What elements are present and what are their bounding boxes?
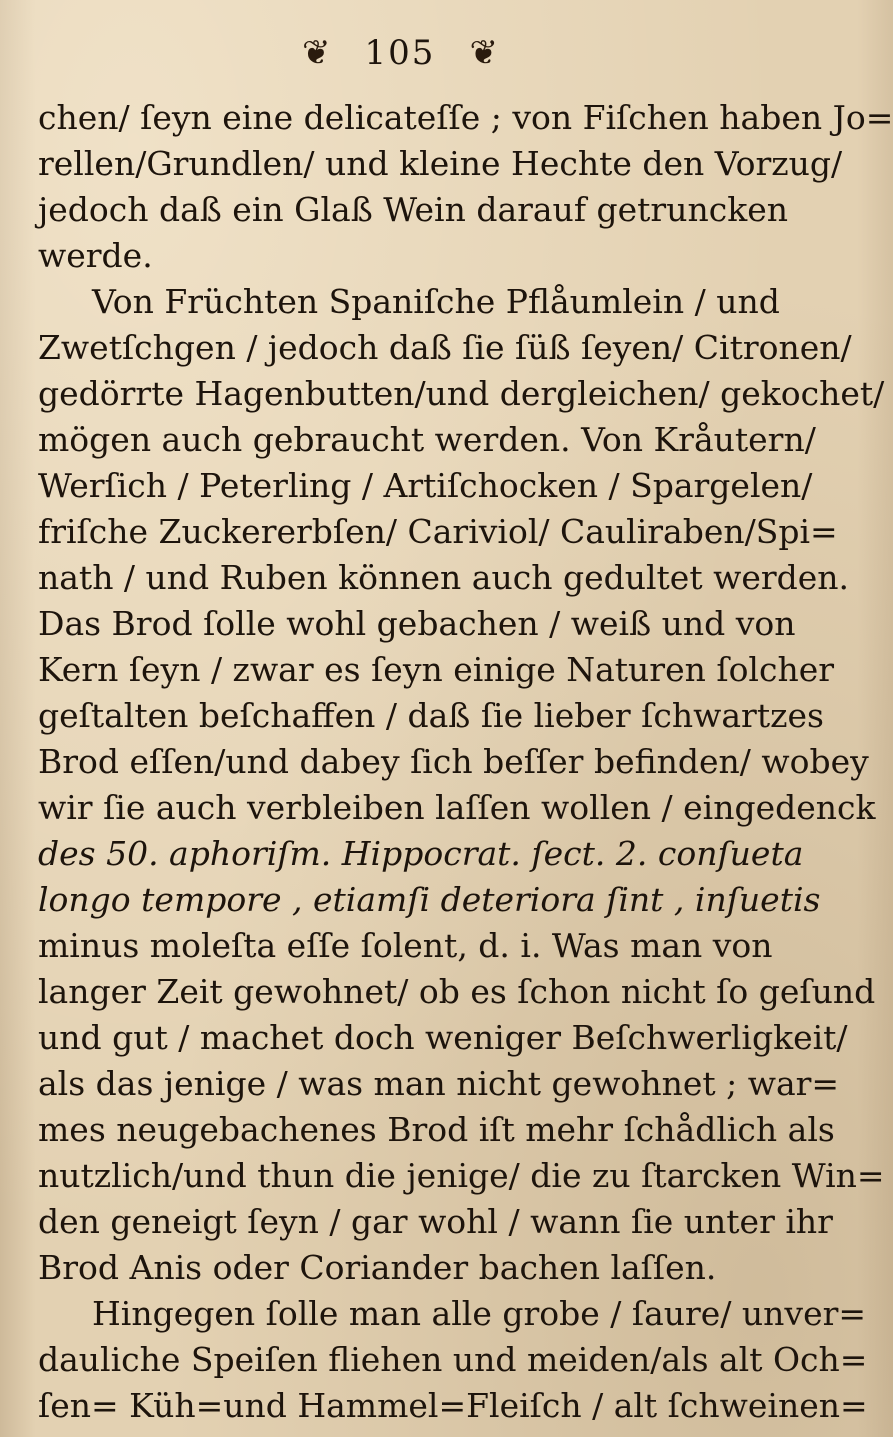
text-line: Kern ſeyn / zwar es ſeyn einige Naturen ſolcher	[38, 650, 835, 689]
page-header	[0, 28, 800, 78]
text-line: nutzlich/und thun die jenige/ die zu ſtarcken Win=	[38, 1156, 885, 1195]
text-line: mes neugebachenes Brod iſt mehr ſchådlich als	[38, 1110, 835, 1149]
fleuron-icon: ❦	[469, 33, 498, 73]
text-line: Das Brod ſolle wohl gebachen / weiß und von	[38, 604, 796, 643]
text-line: des 50. aphoriſm. Hippocrat. ſect. 2. conſueta	[38, 834, 804, 873]
text-line: Hingegen ſolle man alle grobe / ſaure/ unver=	[92, 1294, 867, 1333]
text-line: rellen/Grundlen/ und kleine Hechte den Vorzug/	[38, 144, 843, 183]
text-line: jedoch daß ein Glaß Wein darauf getruncken	[38, 190, 788, 229]
text-line: minus moleſta eſſe ſolent, d. i. Was man von	[38, 926, 773, 965]
text-line: chen/ ſeyn eine delicateſſe ; von Fiſchen haben Jo=	[38, 98, 893, 137]
text-line: dauliche Speiſen fliehen und meiden/als alt Och=	[38, 1340, 868, 1379]
text-line: ſen= Küh=und Hammel=Fleiſch / alt ſchweinen=	[38, 1386, 868, 1425]
text-line: mögen auch gebraucht werden. Von Kråutern/	[38, 420, 816, 459]
text-line: nath / und Ruben können auch gedultet werden.	[38, 558, 850, 597]
text-line: Brod Anis oder Coriander bachen laſſen.	[38, 1248, 717, 1287]
text-line: Von Früchten Spaniſche Pflåumlein / und	[92, 282, 780, 321]
text-line: und gut / machet doch weniger Beſchwerligkeit/	[38, 1018, 848, 1057]
text-line: longo tempore , etiamſi deteriora ſint , inſuetis	[38, 880, 821, 919]
text-line: werde.	[38, 236, 153, 275]
text-line: geſtalten beſchaffen / daß ſie lieber ſchwartzes	[38, 696, 824, 735]
text-line: wir ſie auch verbleiben laſſen wollen / eingedenck	[38, 788, 876, 827]
text-line: gedörrte Hagenbutten/und dergleichen/ gekochet/	[38, 374, 885, 413]
text-line: friſche Zuckererbſen/ Cariviol/ Cauliraben/Spi=	[38, 512, 838, 551]
text-line: langer Zeit gewohnet/ ob es ſchon nicht ſo geſund	[38, 972, 876, 1011]
page-number: 105	[364, 33, 436, 73]
text-line: Brod eſſen/und dabey ſich beſſer befinden/ wobey	[38, 742, 869, 781]
text-line: den geneigt ſeyn / gar wohl / wann ſie unter ihr	[38, 1202, 833, 1241]
text-line: Werſich / Peterling / Artiſchocken / Spargelen/	[38, 466, 813, 505]
fleuron-icon: ❦	[302, 33, 331, 73]
text-line: Zwetſchgen / jedoch daß ſie ſüß ſeyen/ Citronen/	[38, 328, 852, 367]
text-line: als das jenige / was man nicht gewohnet ; war=	[38, 1064, 840, 1103]
